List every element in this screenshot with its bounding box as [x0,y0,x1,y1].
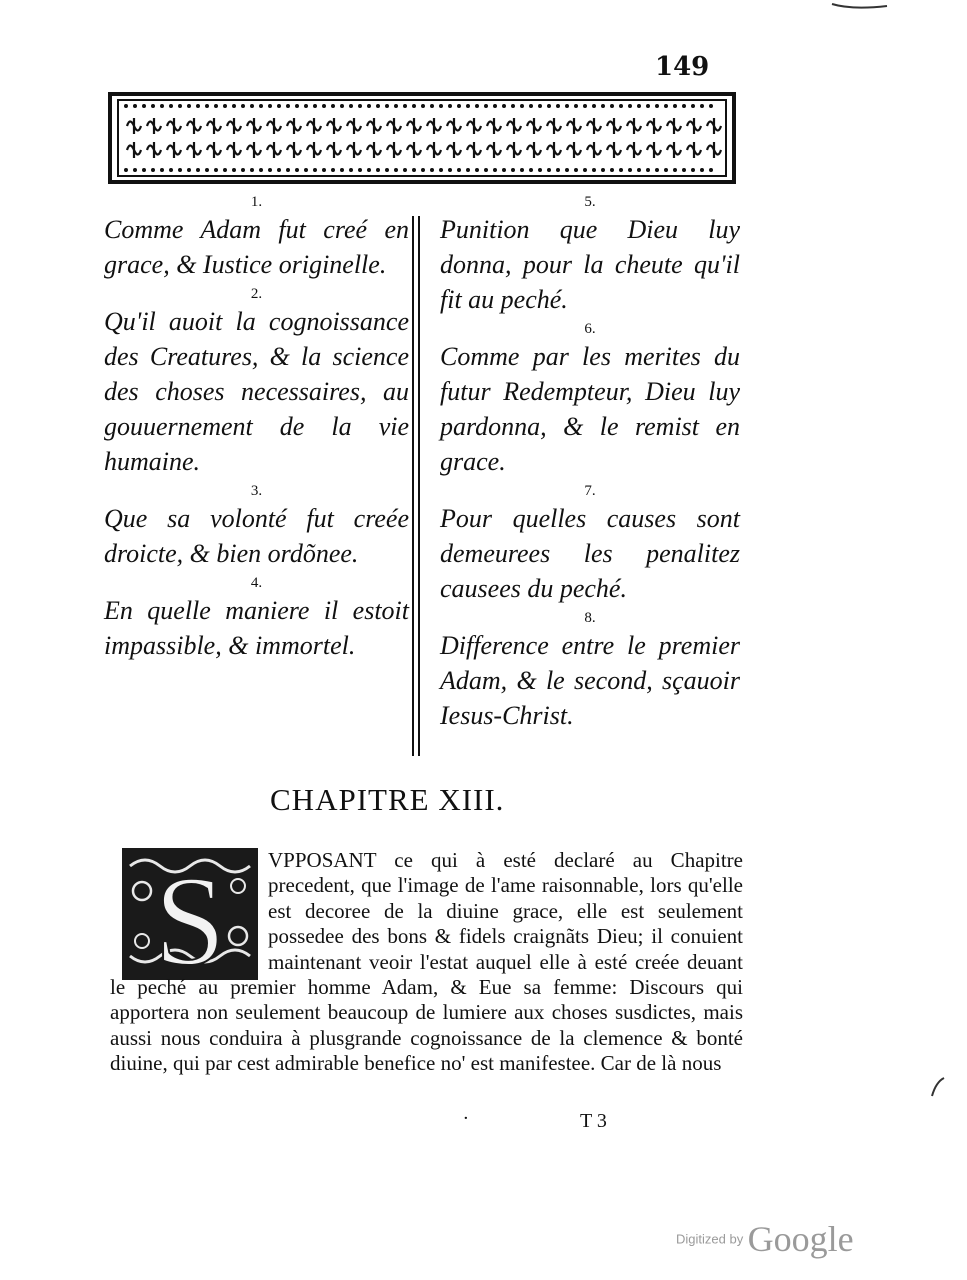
body-paragraph: VPPOSANT ce qui à esté declaré au Chapitre precedent, que l'image de l'ame raisonnable, lors qu'elle est decoree de la diuine grace, elle est seulement possedee des bons & fidels craignãts Dieu; il conuient maintenant veoir l'estat auquel elle à esté creée deuant le peché au premier homme Adam, & Eue sa femme: Discours qui apportera non seulement beaucoup de lumiere aux choses susdictes, mais aussi nous conduira à plusgrande cognoissance de la clemence & bonté diuine, qui par cest admirable benefice no' est manifestee. Car de là nous [110,848,743,1076]
summary-item-text: Qu'il auoit la cognoissance des Creatures, & la science des choses necessaires, au gouuernement de la vie humaine. [104,307,409,476]
column-divider-rule [412,216,414,756]
summary-left-column [104,190,409,663]
summary-item-text: Pour quelles causes sont demeurees les penalitez causees du peché. [440,504,740,603]
summary-item-text: Punition que Dieu luy donna, pour la cheute qu'il fit au peché. [440,215,740,314]
summary-item-number: 5. [584,194,596,210]
summary-item-text: Comme Adam fut creé en grace, & Iustice originelle. [104,215,409,279]
chapter-title: CHAPITRE XIII. [270,782,505,817]
watermark-brand: Google [747,1219,854,1259]
summary-item [440,481,740,606]
initial-space [110,848,268,972]
summary-item [440,319,740,479]
summary-item-number: 7. [584,483,596,499]
chapter-summary [100,190,745,762]
summary-item-text: En quelle maniere il estoit impassible, & immortel. [104,596,409,660]
summary-item-text: Que sa volonté fut creée droicte, & bien ordõnee. [104,504,409,568]
summary-item [440,608,740,733]
summary-item-number: 2. [250,286,263,302]
summary-item-number: 1. [250,194,263,210]
chapter-body-text [110,848,743,1077]
digitized-by-google-watermark [676,1218,854,1260]
scan-speck [928,1076,948,1098]
summary-item-text: Comme par les merites du futur Redempteur, Dieu luy pardonna, & le remist en grace. [440,342,740,476]
summary-item [104,192,409,282]
summary-item-number: 3. [250,483,263,499]
column-divider-rule [418,216,420,756]
signature-mark: T 3 [580,1110,607,1132]
page-number: 149 [655,52,710,82]
initial-letter: S [154,850,226,982]
summary-item [104,284,409,479]
ornamental-header-band [108,92,736,184]
watermark-prefix: Digitized by [676,1231,744,1247]
summary-item [104,481,409,571]
stray-mark: · [463,1108,469,1129]
summary-item [104,573,409,663]
summary-right-column [440,190,740,733]
summary-item-number: 4. [250,575,263,591]
summary-item-text: Difference entre le premier Adam, & le second, sçauoir Iesus-Christ. [440,631,740,730]
summary-item-number: 6. [584,321,596,337]
summary-item-number: 8. [584,610,596,626]
scan-speck [830,0,890,14]
summary-item [440,192,740,317]
